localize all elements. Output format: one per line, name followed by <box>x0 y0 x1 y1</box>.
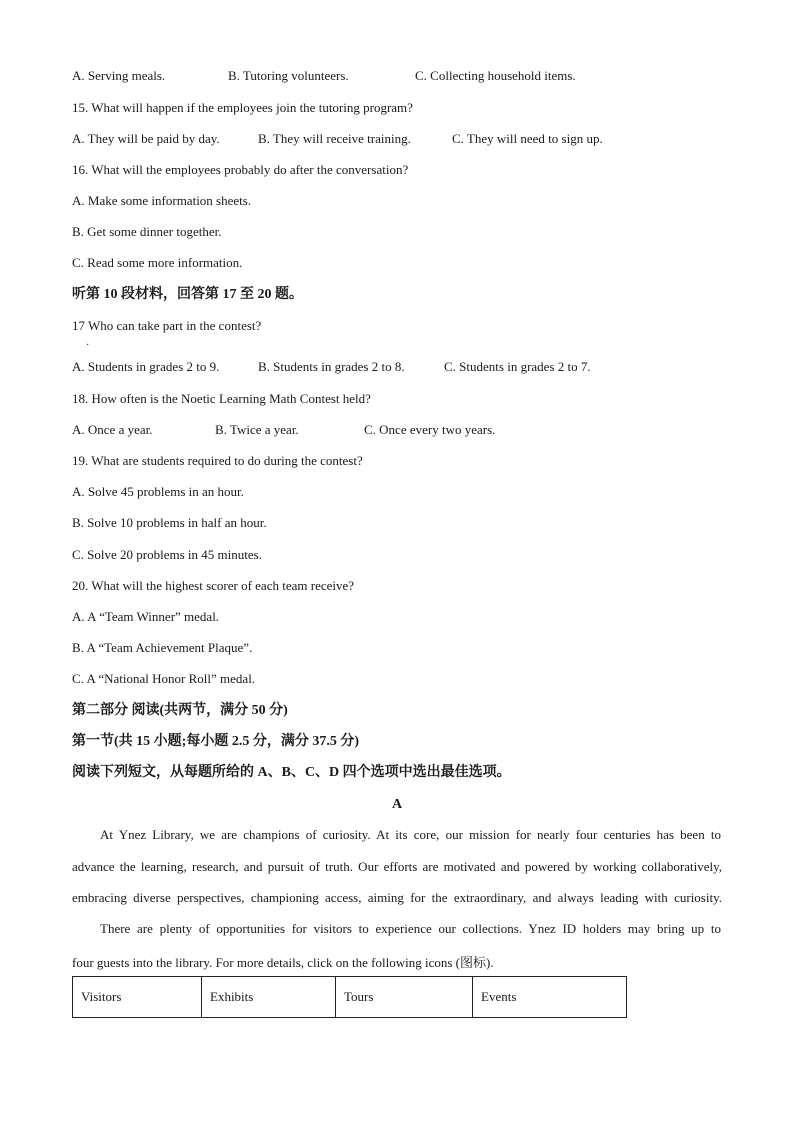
paragraph2-line1: There are plenty of opportunities for visitors to experience our collections. Ynez ID holders may bring up to <box>100 921 721 936</box>
tours-cell[interactable]: Tours <box>336 977 473 1018</box>
q18-option-c: C. Once every two years. <box>364 422 496 437</box>
q18-question: 18. How often is the Noetic Learning Math Contest held? <box>72 391 371 406</box>
q18-option-a: A. Once a year. <box>72 422 153 437</box>
q17-option-a: A. Students in grades 2 to 9. <box>72 359 220 374</box>
q16-option-b: B. Get some dinner together. <box>72 224 222 239</box>
q16-question: 16. What will the employees probably do after the conversation? <box>72 162 409 177</box>
q15-option-c: C. They will need to sign up. <box>452 131 603 146</box>
q20-question: 20. What will the highest scorer of each team receive? <box>72 578 355 593</box>
paragraph1-line3: embracing diverse perspectives, championing access, aiming for the extraordinary, and always leading with curiosity. <box>72 890 722 905</box>
q20-option-a: A. A “Team Winner” medal. <box>72 609 220 624</box>
q17-option-c: C. Students in grades 2 to 7. <box>444 359 591 374</box>
part2-heading: 第二部分 阅读(共两节，满分 50 分) <box>72 703 288 718</box>
q15-question: 15. What will happen if the employees join the tutoring program? <box>72 100 413 115</box>
visitors-cell[interactable]: Visitors <box>73 977 202 1018</box>
paragraph1-line1: At Ynez Library, we are champions of curiosity. At its core, our mission for nearly four centuries has been to <box>100 827 721 842</box>
passage-label: A <box>391 797 403 812</box>
q19-option-c: C. Solve 20 problems in 45 minutes. <box>72 547 262 562</box>
q17-option-b: B. Students in grades 2 to 8. <box>258 359 405 374</box>
events-cell[interactable]: Events <box>473 977 627 1018</box>
q15-option-a: A. They will be paid by day. <box>72 131 220 146</box>
section10-heading: 听第 10 段材料，回答第 17 至 20 题。 <box>72 287 303 302</box>
q18-option-b: B. Twice a year. <box>215 422 299 437</box>
q17-question: 17 Who can take part in the contest? <box>72 318 262 333</box>
stray-mark: · <box>86 340 90 351</box>
q19-option-b: B. Solve 10 problems in half an hour. <box>72 515 267 530</box>
section1-heading: 第一节(共 15 小题;每小题 2.5 分，满分 37.5 分) <box>72 734 359 749</box>
reading-instruction: 阅读下列短文，从每题所给的 A、B、C、D 四个选项中选出最佳选项。 <box>72 765 511 780</box>
q20-option-c: C. A “National Honor Roll” medal. <box>72 671 256 686</box>
q19-option-a: A. Solve 45 problems in an hour. <box>72 484 244 499</box>
q16-option-c: C. Read some more information. <box>72 255 243 270</box>
exhibits-cell[interactable]: Exhibits <box>202 977 336 1018</box>
library-links-table <box>72 976 627 1018</box>
q16-option-a: A. Make some information sheets. <box>72 193 252 208</box>
q20-option-b: B. A “Team Achievement Plaque”. <box>72 640 253 655</box>
q14-option-a: A. Serving meals. <box>72 68 166 83</box>
q14-option-b: B. Tutoring volunteers. <box>228 68 349 83</box>
q19-question: 19. What are students required to do during the contest? <box>72 453 363 468</box>
q15-option-b: B. They will receive training. <box>258 131 411 146</box>
paragraph2-line2: four guests into the library. For more details, click on the following icons (图标). <box>72 955 494 970</box>
q14-option-c: C. Collecting household items. <box>415 68 576 83</box>
paragraph1-line2: advance the learning, research, and pursuit of truth. Our efforts are motivated and powered by working collaboratively, <box>72 859 722 874</box>
